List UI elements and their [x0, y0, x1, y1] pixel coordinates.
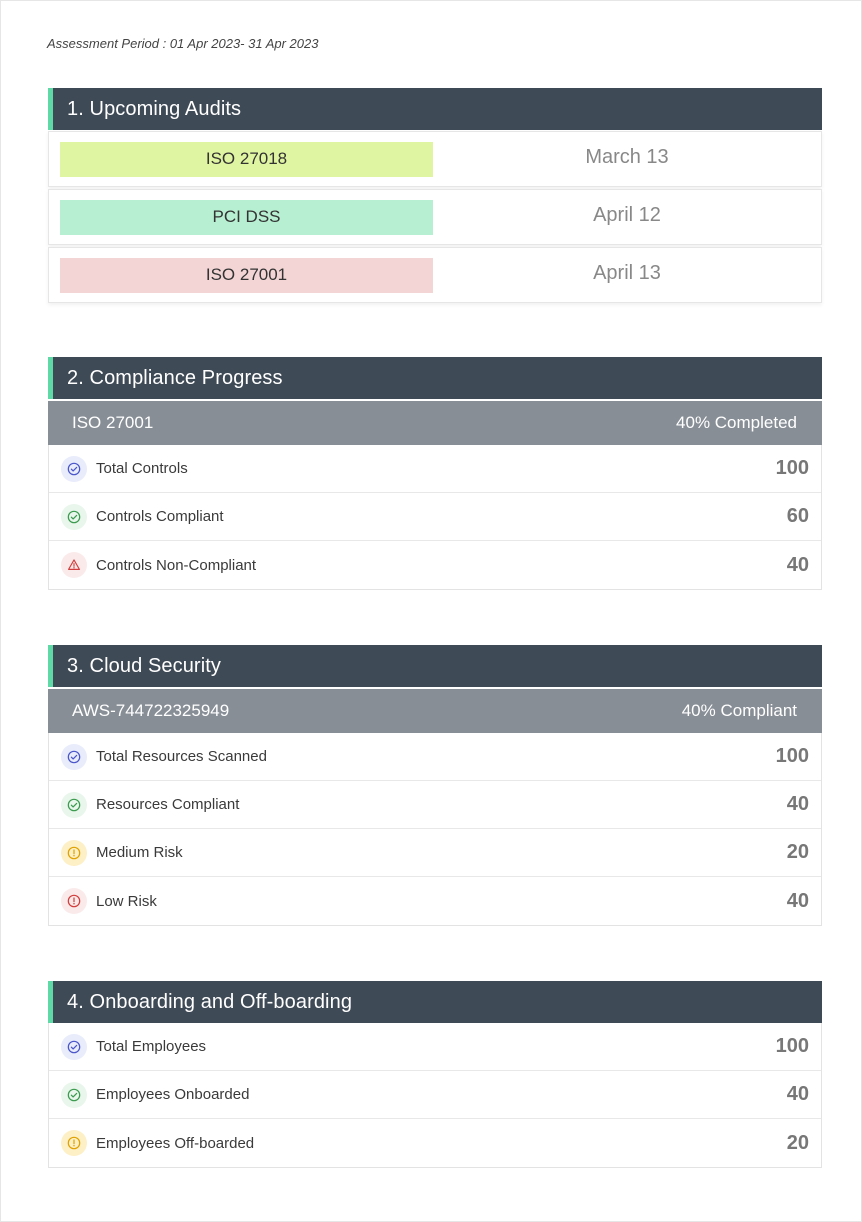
metric-label: Total Employees: [96, 1038, 207, 1055]
metrics-list: [48, 1023, 822, 1168]
metric-row: [49, 877, 821, 925]
metric-label: Medium Risk: [96, 844, 183, 861]
metric-row: [49, 1119, 821, 1167]
metric-row: [49, 733, 821, 781]
warning-triangle-icon: [61, 552, 87, 578]
metric-value: 40: [786, 553, 809, 576]
metric-value: 40: [786, 889, 809, 912]
audit-list: [48, 131, 822, 303]
section-title: 1. Upcoming Audits: [67, 97, 242, 120]
metric-label: Employees Off-boarded: [96, 1134, 255, 1152]
alert-circle-icon: [61, 888, 87, 914]
metric-label: Total Controls: [96, 460, 188, 477]
metrics-list: [48, 733, 822, 926]
audit-name-badge: ISO 27018: [60, 142, 433, 177]
audit-name-badge: PCI DSS: [60, 200, 433, 235]
check-circle-icon: [61, 1034, 87, 1060]
metric-row: [49, 541, 821, 589]
metric-row: [49, 1071, 821, 1119]
check-circle-icon: [61, 504, 87, 530]
metric-value: 100: [775, 457, 809, 479]
section-title: 4. Onboarding and Off-boarding: [67, 990, 353, 1013]
metric-label: Controls Compliant: [96, 508, 224, 525]
assessment-period: Assessment Period : 01 Apr 2023- 31 Apr 2023: [47, 36, 319, 51]
section-title: 2. Compliance Progress: [67, 366, 283, 389]
metric-value: 100: [775, 1035, 809, 1057]
account-id: AWS-744722325949: [72, 701, 230, 720]
metric-value: 40: [786, 793, 809, 815]
check-circle-icon: [61, 792, 87, 818]
check-circle-icon: [61, 1082, 87, 1108]
audit-name-badge: ISO 27001: [60, 258, 433, 293]
metric-value: 20: [786, 841, 809, 863]
metric-label: Resources Compliant: [96, 796, 240, 813]
metric-value: 60: [786, 505, 809, 527]
metric-label: Employees Onboarded: [96, 1086, 250, 1103]
check-circle-icon: [61, 456, 87, 482]
section-header: [48, 981, 822, 1023]
metric-row: [49, 493, 821, 541]
metric-row: [49, 1023, 821, 1071]
metric-row: [49, 781, 821, 829]
audit-date: April 13: [593, 261, 661, 284]
section-header: [48, 88, 822, 130]
onboarding-section: [48, 981, 822, 1168]
audit-date: March 13: [585, 145, 669, 168]
compliance-progress-section: [48, 357, 822, 590]
section-title: 3. Cloud Security: [67, 654, 221, 677]
cloud-security-section: [48, 645, 822, 926]
upcoming-audits-section: [48, 88, 822, 305]
section-header: [48, 645, 822, 687]
metric-label: Total Resources Scanned: [96, 748, 267, 765]
metric-label: Controls Non-Compliant: [96, 556, 257, 574]
account-summary-bar: [48, 689, 822, 733]
completion-status: 40% Completed: [676, 413, 797, 432]
check-circle-icon: [61, 744, 87, 770]
framework-summary-bar: [48, 401, 822, 445]
alert-circle-icon: [61, 840, 87, 866]
metric-value: 20: [786, 1131, 809, 1154]
framework-name: ISO 27001: [72, 413, 154, 432]
metric-value: 40: [786, 1083, 809, 1105]
compliance-status: 40% Compliant: [681, 701, 797, 720]
alert-circle-icon: [61, 1130, 87, 1156]
audit-date: April 12: [593, 203, 661, 226]
metric-row: [49, 829, 821, 877]
audit-card: [48, 131, 822, 187]
metric-value: 100: [775, 745, 809, 767]
metrics-list: [48, 445, 822, 590]
section-header: [48, 357, 822, 399]
metric-row: [49, 445, 821, 493]
audit-card: [48, 189, 822, 245]
metric-label: Low Risk: [96, 892, 157, 910]
audit-card: [48, 247, 822, 303]
